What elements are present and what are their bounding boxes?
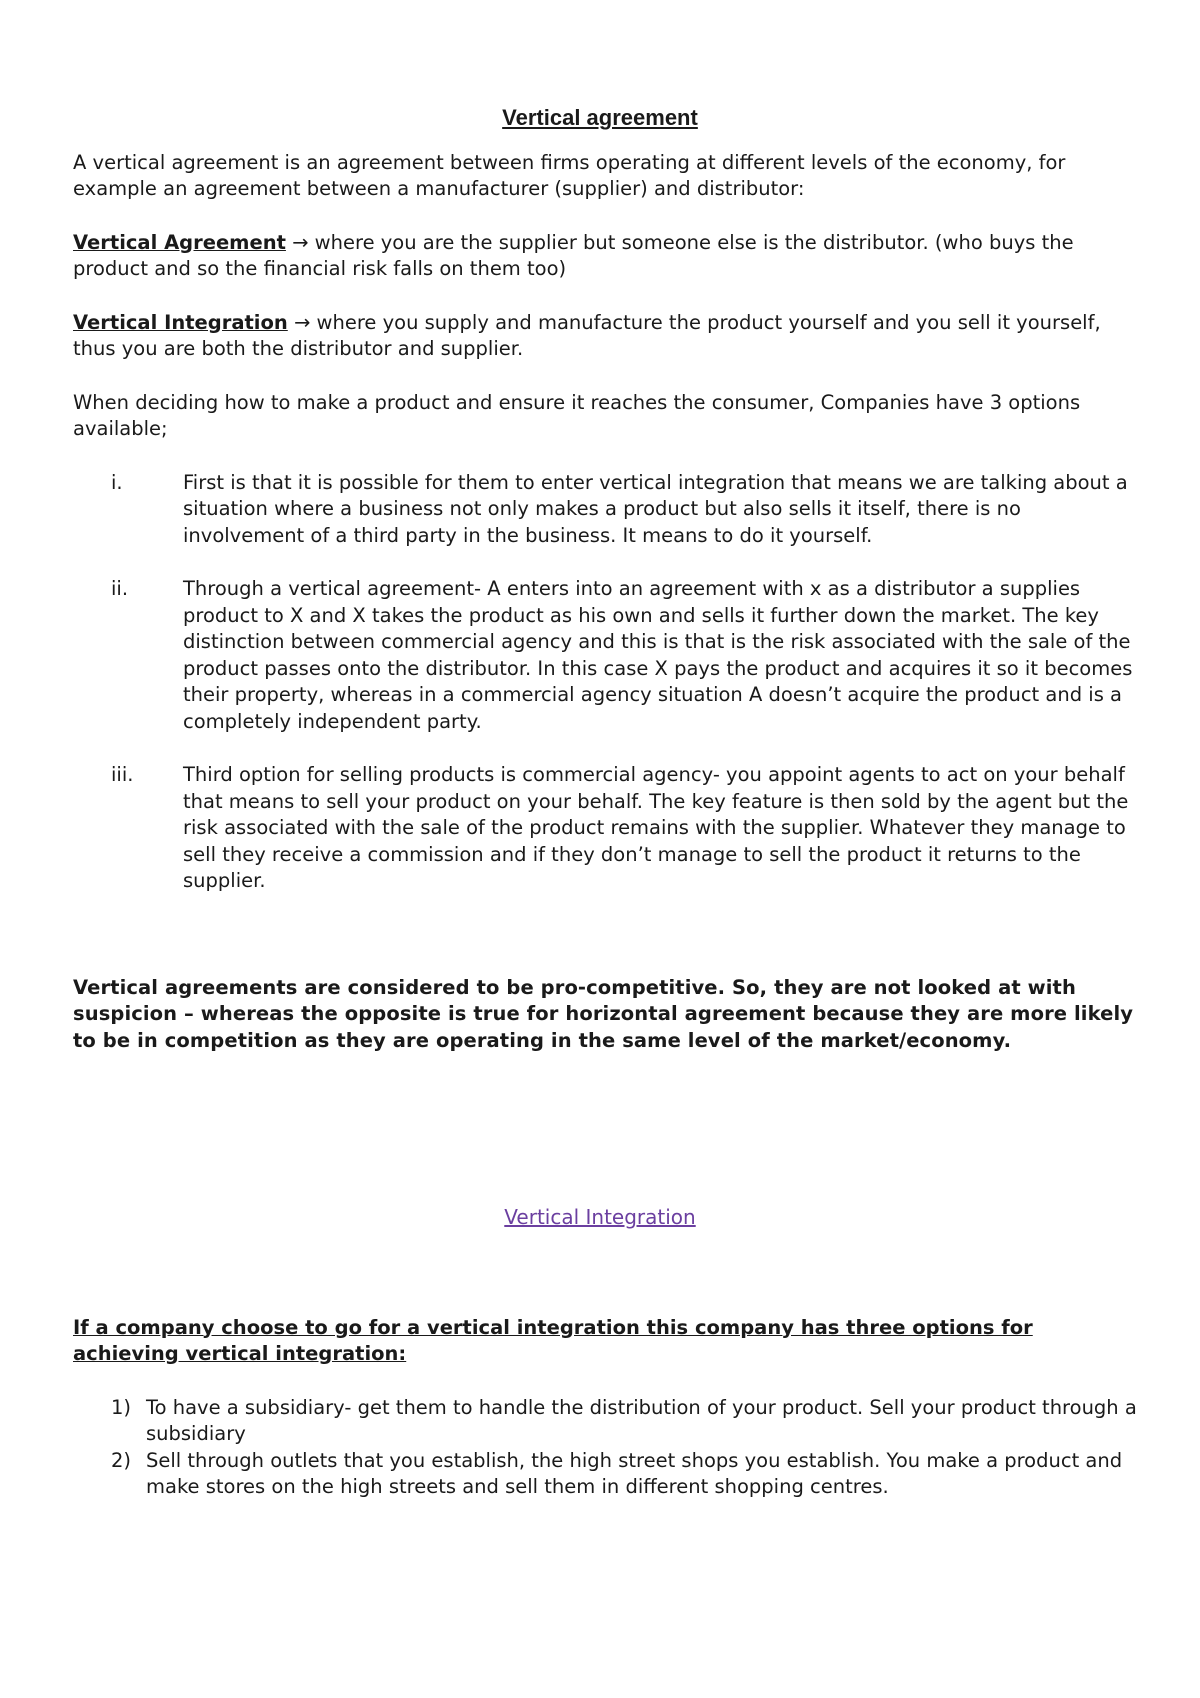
list-item-text: Through a vertical agreement- A enters into an agreement with x as a distributor a supplies product to X and X takes the product as his own and sells it further down the market. The key distinction between commercial agency and this is that is the risk associated with the sale of the product passes onto the distributor. In this case X pays the product and acquires it so it becomes their property, whereas in a commercial agency situation A doesn’t acquire the product and is a completely independent party.: [183, 577, 1133, 733]
definition-vertical-agreement: [73, 230, 1143, 283]
list-item-text: Third option for selling products is commercial agency- you appoint agents to act on your behalf that means to sell your product on your behalf. The key feature is then sold by the agent but the risk associated with the sale of the product remains with the supplier. Whatever they manage to sell they receive a commission and if they don’t manage to sell the product it returns to the supplier.: [183, 763, 1129, 892]
options-intro-paragraph: When deciding how to make a product and ensure it reaches the consumer, Companies have 3 options available;: [73, 390, 1081, 440]
list-item: [73, 762, 1143, 895]
list-marker: iii.: [111, 763, 134, 786]
intro-paragraph: A vertical agreement is an agreement between firms operating at different levels of the economy, for example an agreement between a manufacturer (supplier) and distributor:: [73, 150, 1066, 200]
list-item-text: Sell through outlets that you establish, the high street shops you establish. You make a product and make stores on the high streets and sell them in different shopping centres.: [146, 1448, 1123, 1498]
document-title: Vertical agreement: [502, 105, 698, 130]
list-item: [73, 470, 1143, 550]
list-item-text: To have a subsidiary- get them to handle the distribution of your product. Sell your product through a subsidiary: [146, 1395, 1137, 1445]
options-list: [73, 470, 1143, 895]
list-marker: i.: [111, 470, 123, 494]
bold-statement: Vertical agreements are considered to be pro-competitive. So, they are not looked at with suspicion – whereas the opposite is true for horizontal agreement because they are more likely to be in competition as they are operating in the same level of the market/economy.: [73, 975, 1134, 1052]
document-body: [73, 105, 1143, 1501]
definition-vertical-integration: [73, 310, 1143, 363]
list-item: [73, 1395, 1143, 1448]
list-item: [73, 576, 1143, 735]
list-marker: ii.: [111, 577, 129, 600]
vertical-integration-heading-link[interactable]: Vertical Integration: [504, 1205, 696, 1229]
definition-term: Vertical Integration: [73, 310, 288, 334]
list-item-text: First is that it is possible for them to enter vertical integration that means we are talking about a situation where a business not only makes a product but also sells it itself, there is no involvement of a third party in the business. It means to do it yourself.: [183, 470, 1128, 547]
definition-text: → where you are the supplier but someone else is the distributor. (who buys the product and so the financial risk falls on them too): [73, 230, 1074, 280]
list-marker: 1): [111, 1395, 132, 1419]
definition-text: → where you supply and manufacture the product yourself and you sell it yourself, thus you are both the distributor and supplier.: [73, 310, 1101, 360]
definition-term: Vertical Agreement: [73, 230, 286, 254]
integration-intro: If a company choose to go for a vertical integration this company has three options for achieving vertical integration:: [73, 1315, 1033, 1365]
list-marker: 2): [111, 1448, 132, 1472]
list-item: [73, 1448, 1143, 1501]
integration-options-list: [73, 1395, 1143, 1501]
